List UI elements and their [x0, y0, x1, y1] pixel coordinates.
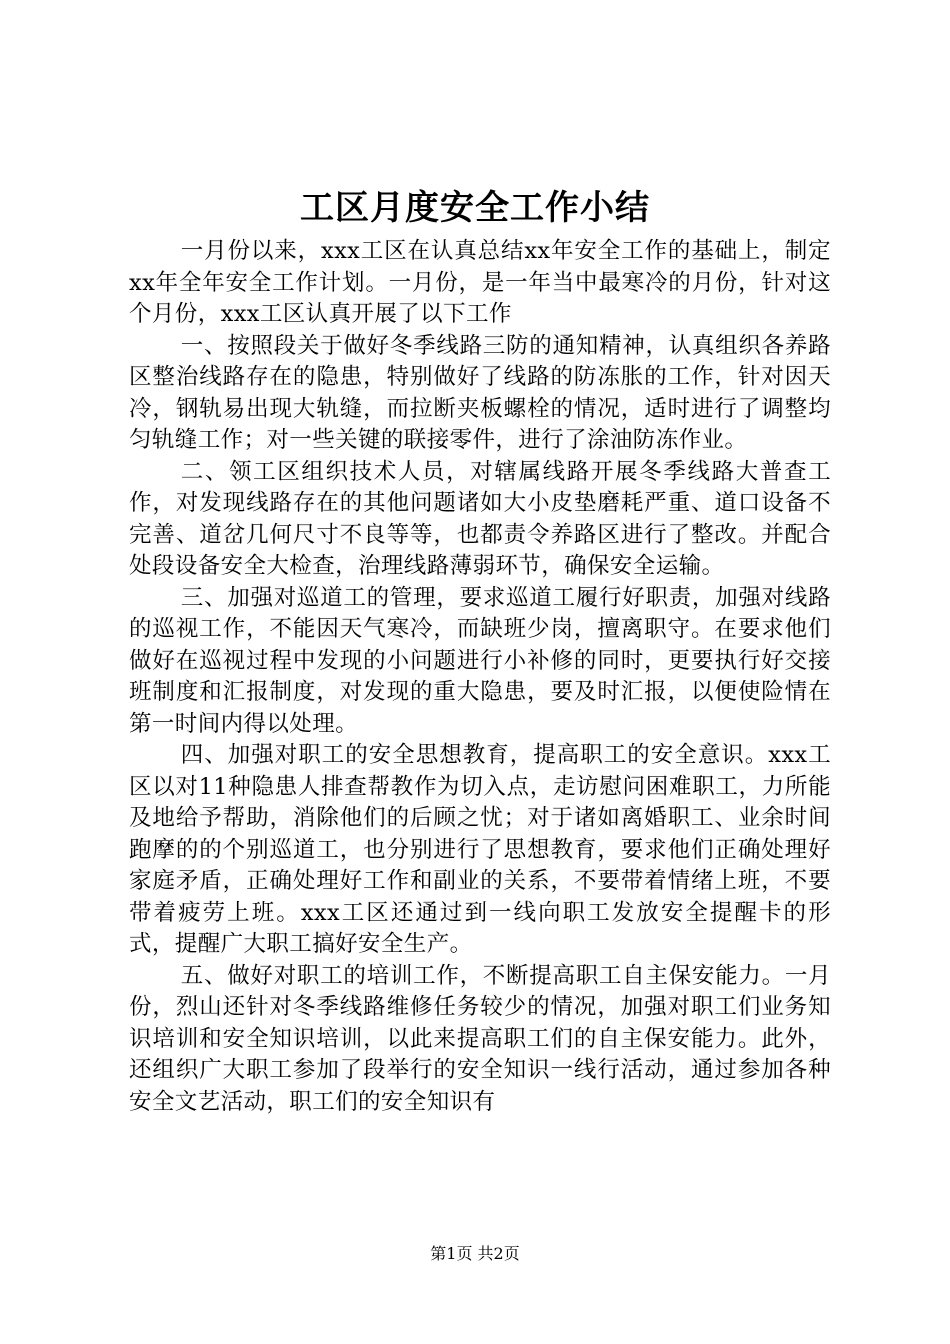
paragraph-item-2: 二、领工区组织技术人员，对辖属线路开展冬季线路大普查工作，对发现线路存在的其他问题诸如大小皮垫磨耗严重、道口设备不完善、道岔几何尺寸不良等等，也都责令养路区进行了整改。并配合处段设备安全大检查，治理线路薄弱环节，确保安全运输。	[129, 458, 831, 579]
paragraph-item-3: 三、加强对巡道工的管理，要求巡道工履行好职责，加强对线路的巡视工作，不能因天气寒冷，而缺班少岗，擅离职守。在要求他们做好在巡视过程中发现的小问题进行小补修的同时，更要执行好交接班制度和汇报制度，对发现的重大隐患，要及时汇报，以便使险情在第一时间内得以处理。	[129, 584, 831, 737]
page-footer: 第1页 共2页	[430, 1244, 520, 1263]
page-title: 工区月度安全工作小结	[300, 188, 650, 228]
paragraph-item-4: 四、加强对职工的安全思想教育，提高职工的安全意识。xxx工区以对11种隐患人排查帮教作为切入点，走访慰问困难职工，力所能及地给予帮助，消除他们的后顾之忧；对于诸如离婚职工、业余时间跑摩的的个别巡道工，也分别进行了思想教育，要求他们正确处理好家庭矛盾，正确处理好工作和副业的关系，不要带着情绪上班，不要带着疲劳上班。xxx工区还通过到一线向职工发放安全提醒卡的形式，提醒广大职工搞好安全生产。	[129, 742, 831, 957]
paragraph-intro: 一月份以来，xxx工区在认真总结xx年安全工作的基础上，制定xx年全年安全工作计划。一月份，是一年当中最寒冷的月份，针对这个月份，xxx工区认真开展了以下工作	[129, 238, 831, 327]
paragraph-item-1: 一、按照段关于做好冬季线路三防的通知精神，认真组织各养路区整治线路存在的隐患，特别做好了线路的防冻胀的工作，针对因天冷，钢轨易出现大轨缝，而拉断夹板螺栓的情况，适时进行了调整均匀轨缝工作；对一些关键的联接零件，进行了涂油防冻作业。	[129, 332, 831, 453]
document-body	[129, 236, 831, 1118]
paragraph-item-5: 五、做好对职工的培训工作，不断提高职工自主保安能力。一月份，烈山还针对冬季线路维修任务较少的情况，加强对职工们业务知识培训和安全知识培训，以此来提高职工们的自主保安能力。此外，还组织广大职工参加了段举行的安全知识一线行活动，通过参加各种安全文艺活动，职工们的安全知识有	[129, 962, 831, 1115]
